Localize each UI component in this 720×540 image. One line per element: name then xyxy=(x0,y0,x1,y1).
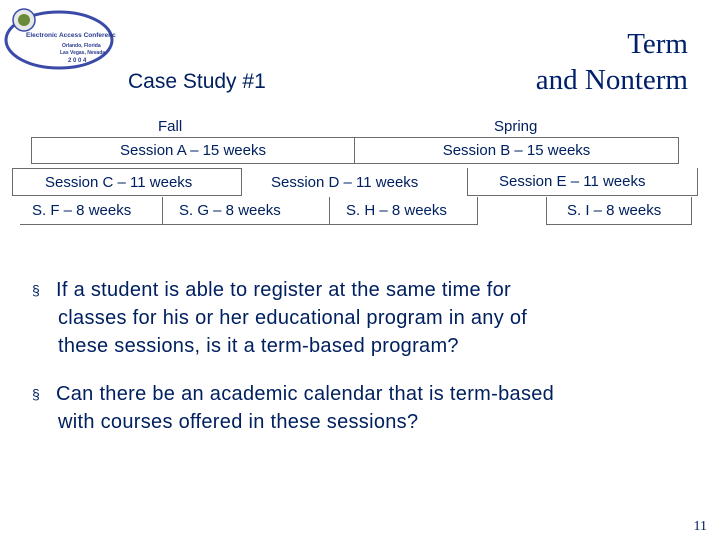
session-h-label: S. H – 8 weeks xyxy=(346,202,447,219)
session-g-box xyxy=(162,197,330,225)
bullet-text-line: Can there be an academic calendar that is term-based xyxy=(56,383,555,405)
session-h-box xyxy=(330,197,478,225)
session-g-label: S. G – 8 weeks xyxy=(179,202,281,219)
bullet-text-line: with courses offered in these sessions? xyxy=(58,411,419,433)
session-d-label: Session D – 11 weeks xyxy=(271,173,419,191)
session-e-label: Session E – 11 weeks xyxy=(499,173,646,190)
case-study-heading: Case Study #1 xyxy=(128,70,266,93)
session-a-label: Session A – 15 weeks xyxy=(120,142,266,159)
page-number: 11 xyxy=(693,519,707,534)
logo-org-name: Electronic Access Conference xyxy=(26,32,116,39)
bullet-item xyxy=(32,276,692,360)
session-i-label: S. I – 8 weeks xyxy=(567,202,662,219)
fall-label: Fall xyxy=(158,118,183,135)
session-f-box xyxy=(20,197,162,225)
slide-title-line2: and Nonterm xyxy=(535,64,688,96)
session-f-label: S. F – 8 weeks xyxy=(32,202,132,219)
session-c-box xyxy=(12,168,242,196)
bullet-marker: § xyxy=(32,282,41,298)
session-c-label: Session C – 11 weeks xyxy=(45,173,193,191)
session-d-box xyxy=(242,168,468,196)
spring-label: Spring xyxy=(494,118,538,135)
bullet-text-line: If a student is able to register at the same time for xyxy=(56,279,512,301)
bullet-marker: § xyxy=(32,386,41,402)
logo-location-line1: Orlando, Florida xyxy=(62,43,101,49)
session-e-box xyxy=(468,168,698,196)
bullet-text-line: these sessions, is it a term-based program? xyxy=(58,335,459,357)
session-i-box xyxy=(546,197,692,225)
bullet-text-line: classes for his or her educational program in any of xyxy=(58,307,528,329)
session-a-box xyxy=(31,137,355,164)
logo-location-line2: Las Vegas, Nevada xyxy=(60,50,106,56)
bullet-item xyxy=(32,380,692,436)
logo-year: 2 0 0 4 xyxy=(68,58,87,64)
session-b-box xyxy=(354,137,679,164)
slide-title-line1: Term xyxy=(627,28,688,60)
session-b-label: Session B – 15 weeks xyxy=(442,142,591,159)
conference-logo xyxy=(4,4,116,72)
